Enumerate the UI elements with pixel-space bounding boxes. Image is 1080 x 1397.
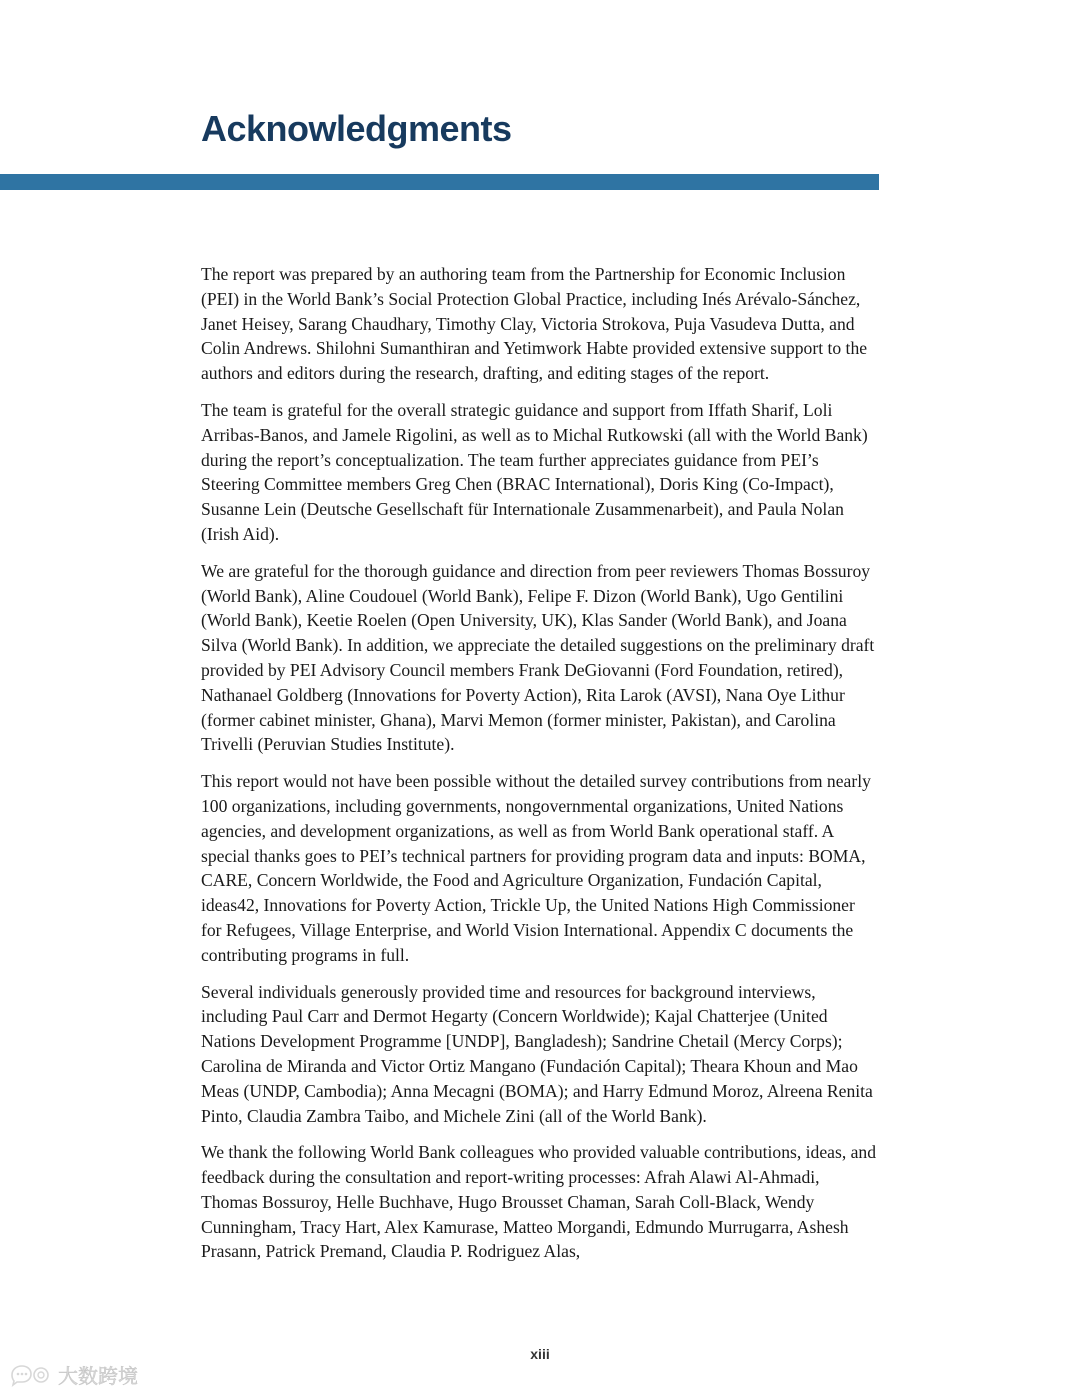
chat-bubble-logo-icon — [8, 1363, 52, 1387]
paragraph-strategic-guidance: The team is grateful for the overall strategic guidance and support from Iffath Sharif, Loli Arribas-Banos, and Jamele Rigolini, as well as to Michal Rutkowski (all with the World Bank) during the report’s conceptualization. The team further appreciates guidance from PEI’s Steering Committee members Greg Chen (BRAC International), Doris King (Co-Impact), Susanne Lein (Deutsche Gesellschaft für Internationale Zusammenarbeit), and Paula Nolan (Irish Aid). — [201, 399, 868, 544]
paragraph-peer-reviewers: We are grateful for the thorough guidance and direction from peer reviewers Thomas Bossuroy (World Bank), Aline Coudouel (World Bank), Felipe F. Dizon (World Bank), Ugo Gentilini (World Bank), Keetie Roelen (Open University, UK), Klas Sander (World Bank), and Joana Silva (World Bank). In addition, we appreciate the detailed suggestions on the preliminary draft provided by PEI Advisory Council members Frank DeGiovanni (Ford Foundation, retired), Nathanael Goldberg (Innovations for Poverty Action), Rita Larok (AVSI), Nana Oye Lithur (former cabinet minister, Ghana), Marvi Memon (former minister, Pakistan), and Carolina Trivelli (Peruvian Studies Institute). — [201, 560, 875, 755]
page-title: Acknowledgments — [201, 108, 512, 149]
watermark — [8, 1360, 138, 1389]
title-divider — [0, 174, 879, 190]
watermark-text: 大数跨境 — [58, 1364, 138, 1388]
paragraph-survey-contributions: This report would not have been possible without the detailed survey contributions from nearly 100 organizations, including governments, nongovernmental organizations, United Nations agencies, and development organizations, as well as from World Bank operational staff. A special thanks goes to PEI’s technical partners for providing program data and inputs: BOMA, CARE, Concern Worldwide, the Food and Agriculture Organization, Fundación Capital, ideas42, Innovations for Poverty Action, Trickle Up, the United Nations High Commissioner for Refugees, Village Enterprise, and World Vision International. Appendix C documents the contributing programs in full. — [201, 771, 871, 965]
page-number: xiii — [530, 1346, 550, 1362]
paragraph-background-interviews: Several individuals generously provided time and resources for background interviews, including Paul Carr and Dermot Hegarty (Concern Worldwide); Kajal Chatterjee (United Nations Development Programme [UNDP], Bangladesh); Sandrine Chetail (Mercy Corps); Carolina de Miranda and Victor Ortiz Mangano (Fundación Capital); Theara Khoun and Mao Meas (UNDP, Cambodia); Anna Mecagni (BOMA); and Harry Edmund Moroz, Alreena Renita Pinto, Claudia Zambra Taibo, and Michele Zini (all of the World Bank). — [201, 981, 873, 1126]
acknowledgments-body — [201, 262, 877, 1276]
paragraph-authoring-team: The report was prepared by an authoring team from the Partnership for Economic Inclusion (PEI) in the World Bank’s Social Protection Global Practice, including Inés Arévalo-Sánchez, Janet Heisey, Sarang Chaudhary, Timothy Clay, Victoria Strokova, Puja Vasudeva Dutta, and Colin Andrews. Shilohni Sumanthiran and Yetimwork Habte provided extensive support to the authors and editors during the research, drafting, and editing stages of the report. — [201, 264, 868, 384]
paragraph-world-bank-colleagues: We thank the following World Bank colleagues who provided valuable contributions, ideas, and feedback during the consultation and report-writing processes: Afrah Alawi Al-Ahmadi, Thomas Bossuroy, Helle Buchhave, Hugo Brousset Chaman, Sarah Coll-Black, Wendy Cunningham, Tracy Hart, Alex Kamurase, Matteo Morgandi, Edmundo Murrugarra, Ashesh Prasann, Patrick Premand, Claudia P. Rodriguez Alas, — [201, 1142, 877, 1262]
